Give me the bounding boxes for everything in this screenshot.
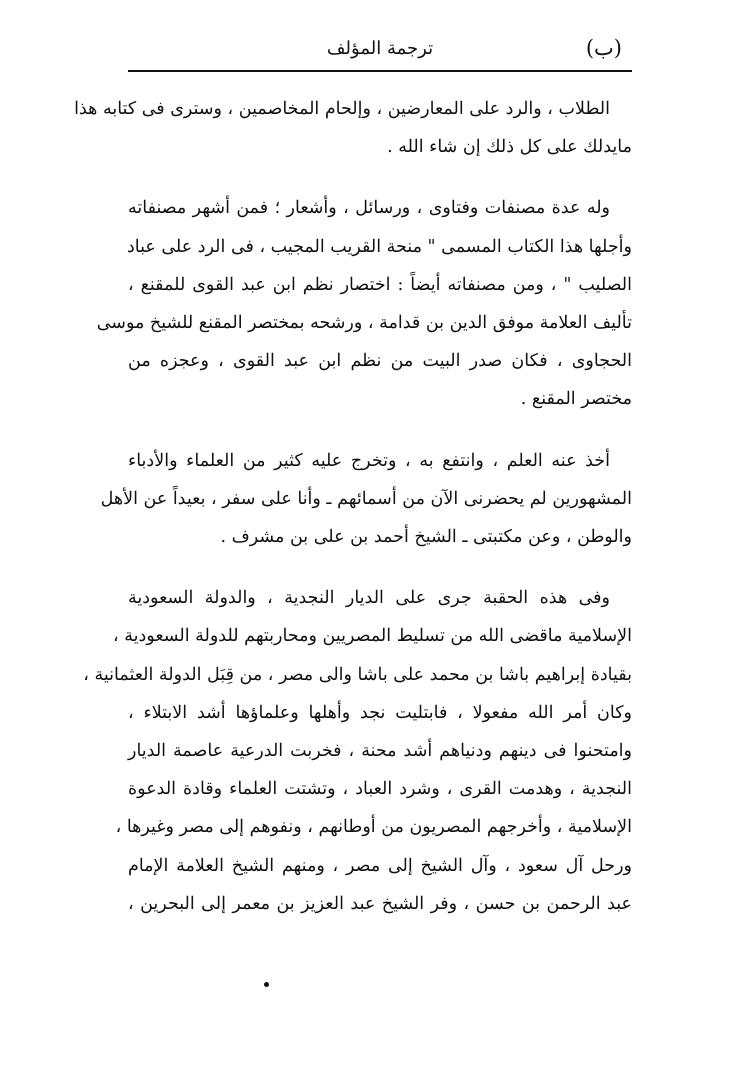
page-number: (ب) <box>585 36 622 60</box>
text-line: عبد الرحمن بن حسن ، وفر الشيخ عبد العزيز بن معمر إلى البحرين ، <box>128 893 632 914</box>
header-title: ترجمة المؤلف <box>326 38 434 59</box>
text-line: الإسلامية ، وأخرجهم المصريون من أوطانهم ، ونفوهم إلى مصر وغيرها ، <box>115 817 632 838</box>
text-line: وفى هذه الحقبة جرى على الديار النجدية ، والدولة السعودية <box>128 588 610 609</box>
paragraph-1 <box>74 90 632 166</box>
text-line: ورحل آل سعود ، وآل الشيخ إلى مصر ، ومنهم الشيخ العلامة الإمام <box>128 855 632 876</box>
text-line: بقيادة إبراهيم باشا بن محمد على باشا والى مصر ، من قِبَل الدولة العثمانية ، <box>83 664 632 685</box>
text-line: الحجاوى ، فكان صدر البيت من نظم ابن عبد القوى ، وعجزه من <box>128 351 632 372</box>
text-line: المشهورين لم يحضرنى الآن من أسمائهم ـ وأنا على سفر ، بعيداً عن الأهل <box>100 488 632 509</box>
text-line: وامتحنوا فى دينهم ودنياهم أشد محنة ، فخربت الدرعية عاصمة الديار <box>128 741 632 762</box>
text-line: تأليف العلامة موفق الدين بن قدامة ، ورشحه بمختصر المقنع للشيخ موسى <box>96 313 632 334</box>
text-line: النجدية ، وهدمت القرى ، وشرد العباد ، وتشتت العلماء وقادة الدعوة <box>128 779 632 800</box>
text-line: أخذ عنه العلم ، وانتفع به ، وتخرج عليه كثير من العلماء والأدباء <box>128 450 610 471</box>
ink-dot <box>264 982 269 987</box>
body-text <box>74 90 632 946</box>
text-line: الصليب " ، ومن مصنفاته أيضاً : اختصار نظم ابن عبد القوى للمقنع ، <box>128 274 632 295</box>
text-line: مايدلك على كل ذلك إن شاء الله . <box>387 137 632 158</box>
text-line: وله عدة مصنفات وفتاوى ، ورسائل ، وأشعار ؛ فمن أشهر مصنفاته <box>128 198 610 219</box>
text-line: وأجلها هذا الكتاب المسمى " منحة القريب المجيب ، فى الرد على عباد <box>126 236 632 257</box>
text-line: والوطن ، وعن مكتبتى ـ الشيخ أحمد بن على بن مشرف . <box>220 527 632 548</box>
paragraph-2 <box>96 189 632 418</box>
header-rule <box>128 70 632 72</box>
paragraph-4 <box>83 579 632 923</box>
text-line: الطلاب ، والرد على المعارضين ، وإلحام المخاصمين ، وسترى فى كتابه هذا <box>74 99 610 119</box>
paragraph-3 <box>100 442 632 557</box>
text-line: الإسلامية ماقضى الله من تسليط المصريين ومحاربتهم للدولة السعودية ، <box>113 626 632 647</box>
text-line: وكان أمر الله مفعولا ، فابتليت نجد وأهلها وعلماؤها أشد الابتلاء ، <box>128 702 632 723</box>
text-line: مختصر المقنع . <box>520 389 632 410</box>
running-header <box>128 28 632 68</box>
